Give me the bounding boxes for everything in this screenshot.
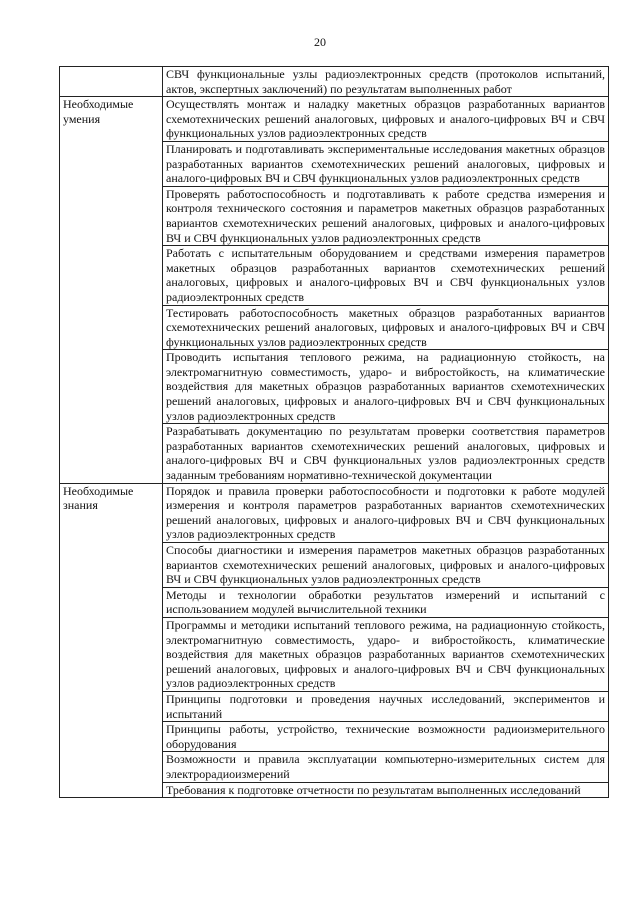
section-label — [60, 67, 163, 97]
requirement-text: Работать с испытательным оборудованием и средствами измерения параметров макетных образцов разработанных вариантов схемотехнических решений аналоговых, цифровых и аналого-цифровых ВЧ и СВЧ функциональных узлов радиоэлектронных средств — [163, 246, 609, 305]
table-row — [60, 67, 609, 97]
requirement-text: Планировать и подготавливать экспериментальные исследования макетных образцов разработанных вариантов схемотехнических решений аналоговых, цифровых и аналого-цифровых ВЧ и СВЧ функциональных узлов радиоэлектронных средств — [163, 141, 609, 186]
requirement-text: Методы и технологии обработки результатов измерений и испытаний с использованием модулей вычислительной техники — [163, 587, 609, 617]
table-row — [60, 483, 609, 542]
requirement-text: Порядок и правила проверки работоспособности и подготовки к работе модулей измерения и контроля параметров разработанных вариантов схемотехнических решений аналоговых, цифровых и аналого-цифровых ВЧ и СВЧ функциональных узлов радиоэлектронных средств — [163, 483, 609, 542]
requirement-text: Проводить испытания теплового режима, на радиационную стойкость, на электромагнитную совместимость, ударо- и вибростойкость, на климатические воздействия для макетных образцов разработанных вариантов схемотехнических решений аналоговых, цифровых и аналого-цифровых ВЧ и СВЧ функциональных узлов радиоэлектронных средств — [163, 350, 609, 424]
requirement-text: Принципы работы, устройство, технические возможности радиоизмерительного оборудования — [163, 722, 609, 752]
requirement-text: Программы и методики испытаний теплового режима, на радиационную стойкость, электромагнитную совместимость, ударо- и вибростойкость, климатические воздействия для макетных образцов разработанных вариантов схемотехнических решений аналоговых, цифровых и аналого-цифровых ВЧ и СВЧ функциональных узлов радиоэлектронных средств — [163, 617, 609, 691]
requirements-table-body — [60, 67, 609, 798]
requirements-table — [59, 66, 609, 798]
requirement-text: Способы диагностики и измерения параметров макетных образцов разработанных вариантов схемотехнических решений аналоговых, цифровых и аналого-цифровых ВЧ и СВЧ функциональных узлов радиоэлектронных средств — [163, 543, 609, 588]
page-number: 20 — [314, 35, 326, 49]
requirement-text: Проверять работоспособность и подготавливать к работе средства измерения и контроля технического состояния и параметров макетных образцов разработанных вариантов схемотехнических решений аналоговых, цифровых и аналого-цифровых ВЧ и СВЧ функциональных узлов радиоэлектронных средств — [163, 186, 609, 245]
requirement-text: Тестировать работоспособность макетных образцов разработанных вариантов схемотехнических решений аналоговых, цифровых и аналого-цифровых ВЧ и СВЧ функциональных узлов радиоэлектронных средств — [163, 305, 609, 350]
table-row — [60, 97, 609, 142]
section-label: Необходимые умения — [60, 97, 163, 483]
section-label: Необходимые знания — [60, 483, 163, 797]
requirement-text: СВЧ функциональные узлы радиоэлектронных средств (протоколов испытаний, актов, экспертных заключений) по результатам выполненных работ — [163, 67, 609, 97]
requirement-text: Разрабатывать документацию по результатам проверки соответствия параметров разработанных вариантов схемотехнических решений аналоговых, цифровых и аналого-цифровых ВЧ и СВЧ функциональных узлов радиоэлектронных средств заданным требованиям нормативно-технической документации — [163, 424, 609, 483]
requirement-text: Осуществлять монтаж и наладку макетных образцов разработанных вариантов схемотехнических решений аналоговых, цифровых и аналого-цифровых ВЧ и СВЧ функциональных узлов радиоэлектронных средств — [163, 97, 609, 142]
requirement-text: Принципы подготовки и проведения научных исследований, экспериментов и испытаний — [163, 691, 609, 721]
requirement-text: Возможности и правила эксплуатации компьютерно-измерительных систем для электрорадиоизмерений — [163, 752, 609, 782]
requirement-text: Требования к подготовке отчетности по результатам выполненных исследований — [163, 782, 609, 798]
